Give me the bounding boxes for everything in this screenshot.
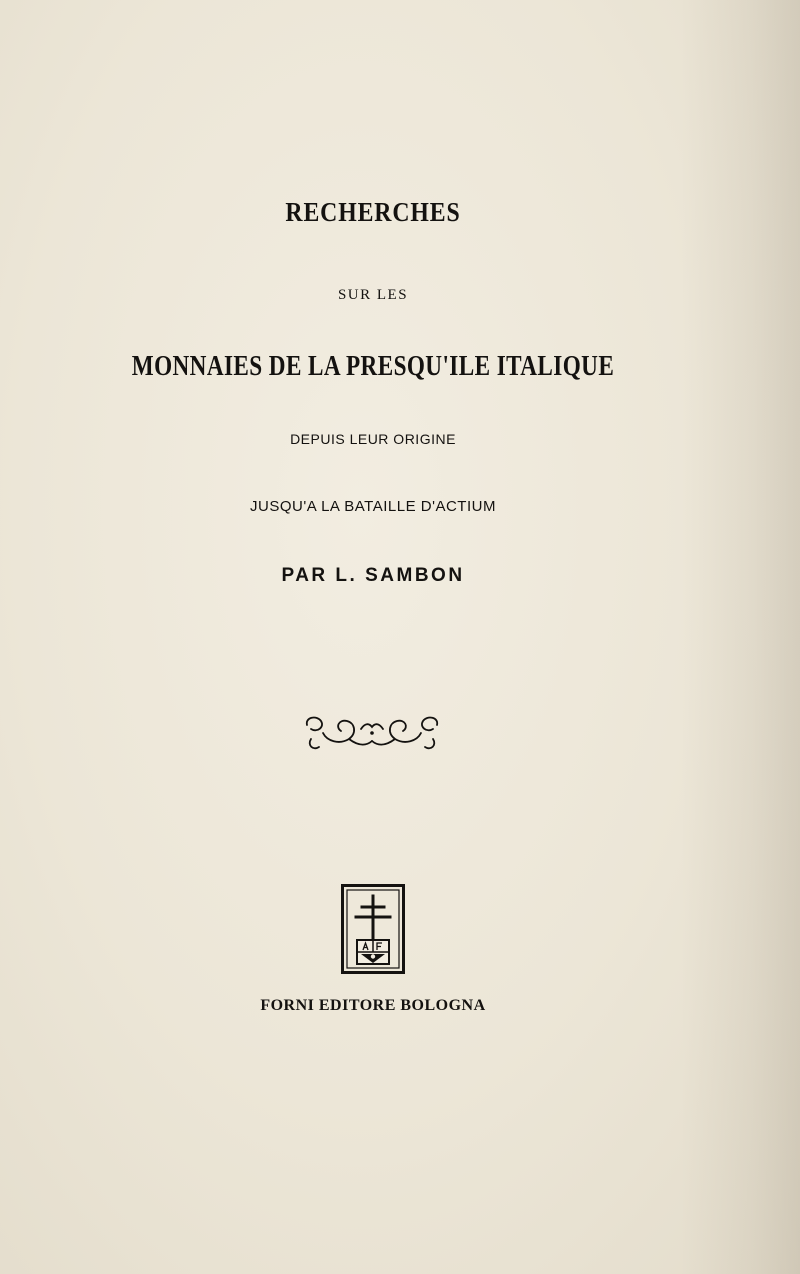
subtitle-actium: JUSQU'A LA BATAILLE D'ACTIUM (250, 498, 496, 515)
publisher-name: FORNI EDITORE BOLOGNA (260, 997, 486, 1014)
title-main: MONNAIES DE LA PRESQU'ILE ITALIQUE (131, 350, 615, 382)
subtitle-origin: DEPUIS LEUR ORIGINE (290, 431, 456, 447)
title-sur-les: SUR LES (337, 287, 409, 303)
ornament-flourish-icon (303, 711, 441, 753)
forni-editore-mark-icon (341, 884, 405, 974)
title-recherches: RECHERCHES (285, 197, 461, 227)
page-shadow (680, 0, 800, 1274)
author-line: PAR L. SAMBON (281, 565, 465, 586)
